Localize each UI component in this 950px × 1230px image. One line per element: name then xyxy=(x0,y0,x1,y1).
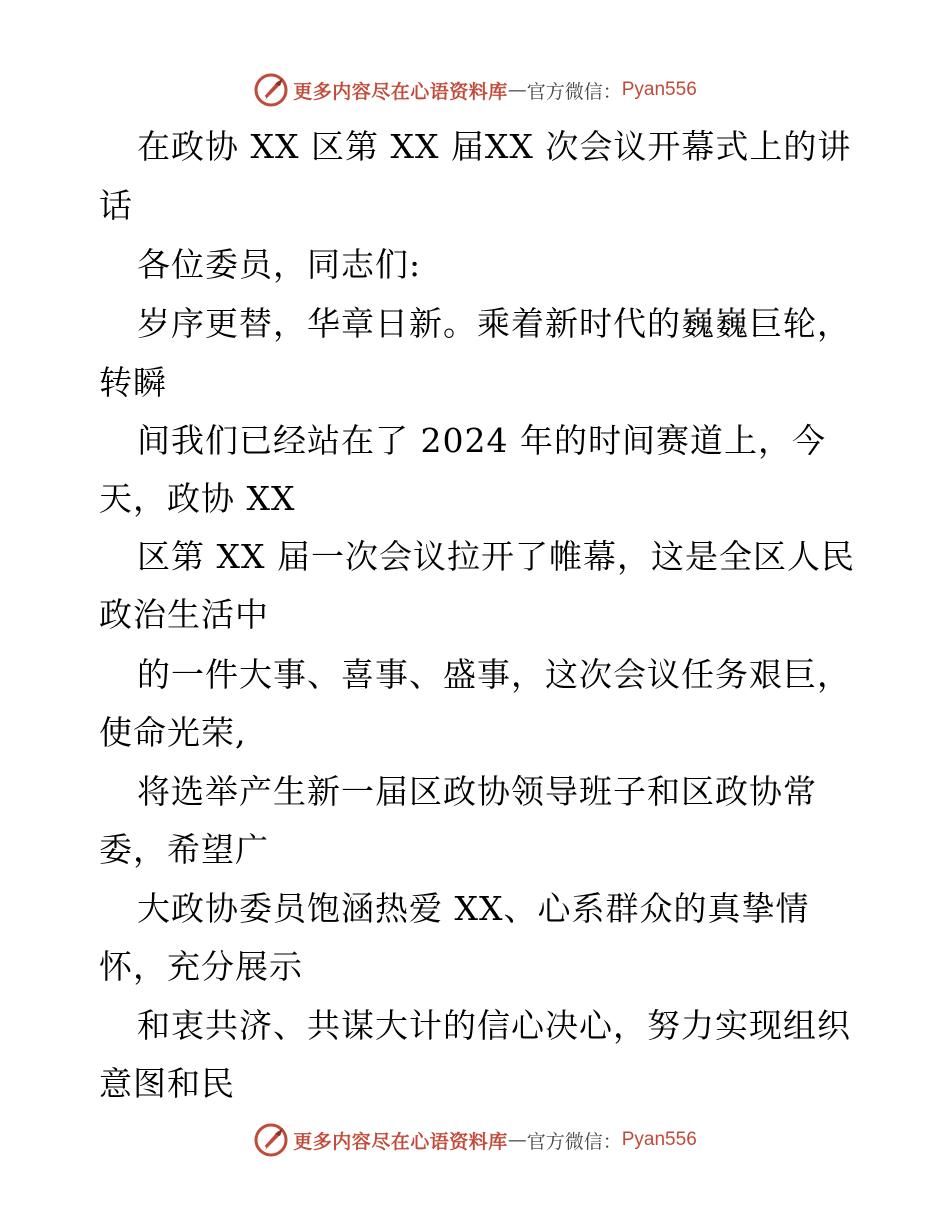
paragraph-line: 怀，充分展示 xyxy=(99,947,303,986)
paragraph-line: 岁序更替，华章日新。乘着新时代的巍巍巨轮， xyxy=(137,304,851,343)
paragraph-line: 的一件大事、喜事、盛事，这次会议任务艰巨， xyxy=(137,655,851,694)
header-wechat-id: Pyan556 xyxy=(621,79,697,100)
paragraph-line: 天，政协 XX xyxy=(99,479,296,518)
paragraph-line: 委，希望广 xyxy=(99,830,269,869)
footer-banner xyxy=(0,1120,950,1160)
paragraph-line: 间我们已经站在了 2024 年的时间赛道上，今 xyxy=(137,421,826,460)
salutation-line: 各位委员，同志们: xyxy=(137,245,422,284)
footer-wechat-id: Pyan556 xyxy=(621,1129,697,1150)
header-banner xyxy=(0,70,950,110)
paragraph-line: 意图和民 xyxy=(99,1064,235,1103)
header-brand-text: 更多内容尽在心语资料库 xyxy=(293,80,508,103)
quill-logo-icon xyxy=(253,72,289,108)
paragraph-line: 使命光荣, xyxy=(99,713,247,752)
paragraph-line: 将选举产生新一届区政协领导班子和区政协常 xyxy=(137,772,817,811)
footer-wechat-label: 官方微信： xyxy=(526,1130,622,1153)
paragraph-line: 转瞬 xyxy=(99,363,167,402)
footer-dash: — xyxy=(507,1129,527,1151)
paragraph-line: 大政协委员饱涵热爱 XX、心系群众的真挚情 xyxy=(137,889,810,928)
quill-logo-icon xyxy=(253,1122,289,1158)
header-dash: — xyxy=(507,79,527,101)
document-title-line-1: 在政协 XX 区第 XX 届XX 次会议开幕式上的讲 xyxy=(137,127,852,166)
paragraph-line: 和衷共济、共谋大计的信心决心，努力实现组织 xyxy=(137,1006,851,1045)
header-wechat-label: 官方微信： xyxy=(526,80,622,103)
paragraph-line: 政治生活中 xyxy=(99,595,269,634)
document-title-line-2: 话 xyxy=(99,186,133,225)
paragraph-line: 区第 XX 届一次会议拉开了帷幕，这是全区人民 xyxy=(137,537,855,576)
footer-brand-text: 更多内容尽在心语资料库 xyxy=(293,1130,508,1153)
